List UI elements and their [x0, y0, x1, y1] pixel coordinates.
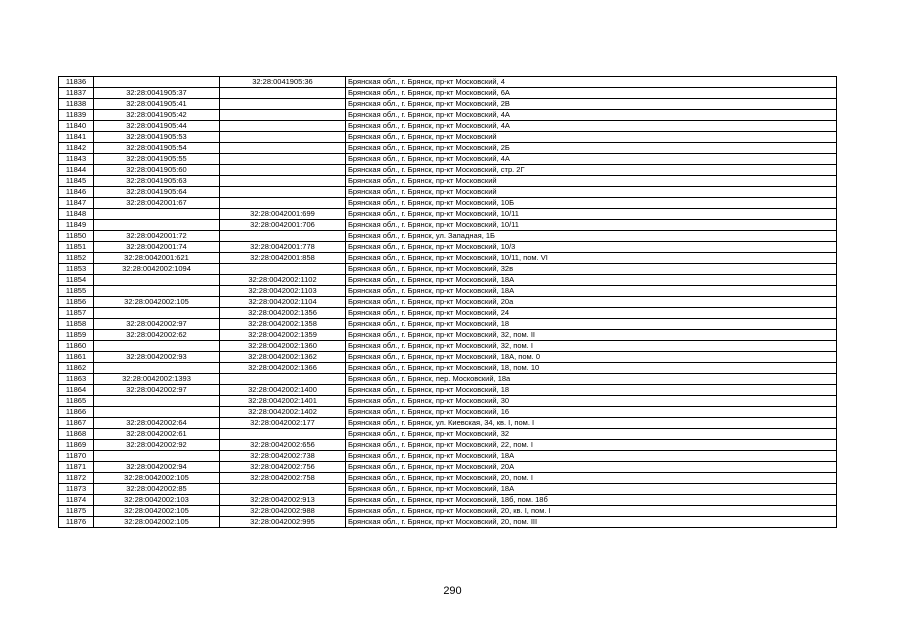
land-cadastral-number-cell: 32:28:0042001:74	[94, 242, 220, 253]
address-cell: Брянская обл., г. Брянск, пр-кт Московский, 20А	[346, 462, 837, 473]
address-cell: Брянская обл., г. Брянск, пр-кт Московский, 4А	[346, 110, 837, 121]
table-row	[59, 319, 837, 330]
table-row	[59, 418, 837, 429]
land-cadastral-number-cell: 32:28:0042002:61	[94, 429, 220, 440]
land-cadastral-number-cell: 32:28:0042002:62	[94, 330, 220, 341]
address-cell: Брянская обл., г. Брянск, пр-кт Московский, 18, пом. 10	[346, 363, 837, 374]
building-cadastral-number-cell: 32:28:0042002:738	[220, 451, 346, 462]
land-cadastral-number-cell: 32:28:0042002:97	[94, 385, 220, 396]
table-row	[59, 407, 837, 418]
table-row	[59, 99, 837, 110]
row-number-cell: 11841	[59, 132, 94, 143]
row-number-cell: 11866	[59, 407, 94, 418]
address-cell: Брянская обл., г. Брянск, пр-кт Московский, 20а	[346, 297, 837, 308]
row-number-cell: 11863	[59, 374, 94, 385]
address-cell: Брянская обл., г. Брянск, пр-кт Московский, 18А	[346, 484, 837, 495]
building-cadastral-number-cell	[220, 121, 346, 132]
address-cell: Брянская обл., г. Брянск, пр-кт Московский, 16	[346, 407, 837, 418]
building-cadastral-number-cell	[220, 143, 346, 154]
address-cell: Брянская обл., г. Брянск, пр-кт Московский, 10/11, пом. VI	[346, 253, 837, 264]
row-number-cell: 11845	[59, 176, 94, 187]
address-cell: Брянская обл., г. Брянск, пр-кт Московский	[346, 176, 837, 187]
row-number-cell: 11870	[59, 451, 94, 462]
address-cell: Брянская обл., г. Брянск, пр-кт Московский, 32, пом. I	[346, 341, 837, 352]
row-number-cell: 11864	[59, 385, 94, 396]
land-cadastral-number-cell	[94, 286, 220, 297]
row-number-cell: 11847	[59, 198, 94, 209]
address-cell: Брянская обл., г. Брянск, пр-кт Московский, 10Б	[346, 198, 837, 209]
building-cadastral-number-cell	[220, 264, 346, 275]
row-number-cell: 11854	[59, 275, 94, 286]
row-number-cell: 11868	[59, 429, 94, 440]
table-row	[59, 396, 837, 407]
building-cadastral-number-cell	[220, 88, 346, 99]
table-row	[59, 352, 837, 363]
address-cell: Брянская обл., г. Брянск, пр-кт Московский, 30	[346, 396, 837, 407]
building-cadastral-number-cell	[220, 110, 346, 121]
building-cadastral-number-cell: 32:28:0042002:1358	[220, 319, 346, 330]
row-number-cell: 11850	[59, 231, 94, 242]
building-cadastral-number-cell: 32:28:0042002:1401	[220, 396, 346, 407]
land-cadastral-number-cell	[94, 341, 220, 352]
land-cadastral-number-cell	[94, 220, 220, 231]
land-cadastral-number-cell	[94, 451, 220, 462]
building-cadastral-number-cell: 32:28:0042002:1103	[220, 286, 346, 297]
building-cadastral-number-cell	[220, 132, 346, 143]
address-cell: Брянская обл., г. Брянск, пр-кт Московский, 18	[346, 319, 837, 330]
address-cell: Брянская обл., г. Брянск, пр-кт Московский, 4А	[346, 154, 837, 165]
address-cell: Брянская обл., г. Брянск, пр-кт Московский, 20, кв. I, пом. I	[346, 506, 837, 517]
row-number-cell: 11857	[59, 308, 94, 319]
row-number-cell: 11843	[59, 154, 94, 165]
building-cadastral-number-cell	[220, 165, 346, 176]
table-row	[59, 506, 837, 517]
row-number-cell: 11867	[59, 418, 94, 429]
register-body	[59, 77, 837, 528]
land-cadastral-number-cell: 32:28:0041905:54	[94, 143, 220, 154]
address-cell: Брянская обл., г. Брянск, пр-кт Московский, 20, пом. III	[346, 517, 837, 528]
row-number-cell: 11856	[59, 297, 94, 308]
table-row	[59, 341, 837, 352]
land-cadastral-number-cell	[94, 363, 220, 374]
address-cell: Брянская обл., г. Брянск, пр-кт Московский, 32	[346, 429, 837, 440]
building-cadastral-number-cell: 32:28:0042002:656	[220, 440, 346, 451]
address-cell: Брянская обл., г. Брянск, пр-кт Московский, стр. 2Г	[346, 165, 837, 176]
land-cadastral-number-cell: 32:28:0041905:64	[94, 187, 220, 198]
land-cadastral-number-cell	[94, 407, 220, 418]
building-cadastral-number-cell: 32:28:0042002:988	[220, 506, 346, 517]
land-cadastral-number-cell: 32:28:0041905:42	[94, 110, 220, 121]
land-cadastral-number-cell: 32:28:0042002:105	[94, 297, 220, 308]
building-cadastral-number-cell: 32:28:0042002:1356	[220, 308, 346, 319]
building-cadastral-number-cell: 32:28:0042002:1102	[220, 275, 346, 286]
land-cadastral-number-cell: 32:28:0041905:55	[94, 154, 220, 165]
address-cell: Брянская обл., г. Брянск, пр-кт Московский	[346, 132, 837, 143]
table-row	[59, 220, 837, 231]
row-number-cell: 11873	[59, 484, 94, 495]
building-cadastral-number-cell	[220, 99, 346, 110]
row-number-cell: 11852	[59, 253, 94, 264]
building-cadastral-number-cell	[220, 231, 346, 242]
table-row	[59, 473, 837, 484]
address-cell: Брянская обл., г. Брянск, пр-кт Московский, 32в	[346, 264, 837, 275]
table-row	[59, 187, 837, 198]
building-cadastral-number-cell: 32:28:0042002:1362	[220, 352, 346, 363]
table-row	[59, 121, 837, 132]
building-cadastral-number-cell: 32:28:0042002:995	[220, 517, 346, 528]
building-cadastral-number-cell	[220, 429, 346, 440]
building-cadastral-number-cell: 32:28:0042002:177	[220, 418, 346, 429]
row-number-cell: 11869	[59, 440, 94, 451]
table-row	[59, 440, 837, 451]
table-row	[59, 88, 837, 99]
address-cell: Брянская обл., г. Брянск, пр-кт Московский, 18	[346, 385, 837, 396]
building-cadastral-number-cell: 32:28:0042002:913	[220, 495, 346, 506]
building-cadastral-number-cell: 32:28:0042001:858	[220, 253, 346, 264]
row-number-cell: 11860	[59, 341, 94, 352]
building-cadastral-number-cell: 32:28:0042001:699	[220, 209, 346, 220]
land-cadastral-number-cell	[94, 308, 220, 319]
row-number-cell: 11865	[59, 396, 94, 407]
land-cadastral-number-cell: 32:28:0042002:105	[94, 473, 220, 484]
row-number-cell: 11837	[59, 88, 94, 99]
row-number-cell: 11848	[59, 209, 94, 220]
land-cadastral-number-cell: 32:28:0042002:105	[94, 517, 220, 528]
address-cell: Брянская обл., г. Брянск, пр-кт Московский, 18А, пом. 0	[346, 352, 837, 363]
table-row	[59, 264, 837, 275]
table-row	[59, 517, 837, 528]
table-row	[59, 143, 837, 154]
row-number-cell: 11844	[59, 165, 94, 176]
building-cadastral-number-cell: 32:28:0042002:1366	[220, 363, 346, 374]
land-cadastral-number-cell: 32:28:0042001:621	[94, 253, 220, 264]
address-cell: Брянская обл., г. Брянск, пр-кт Московский, 18б, пом. 18б	[346, 495, 837, 506]
address-cell: Брянская обл., г. Брянск, пр-кт Московский, 4	[346, 77, 837, 88]
table-row	[59, 429, 837, 440]
address-cell: Брянская обл., г. Брянск, пр-кт Московский, 10/11	[346, 209, 837, 220]
building-cadastral-number-cell: 32:28:0042002:758	[220, 473, 346, 484]
row-number-cell: 11855	[59, 286, 94, 297]
row-number-cell: 11862	[59, 363, 94, 374]
address-cell: Брянская обл., г. Брянск, пр-кт Московский, 2Б	[346, 143, 837, 154]
table-row	[59, 165, 837, 176]
table-row	[59, 242, 837, 253]
building-cadastral-number-cell: 32:28:0042001:778	[220, 242, 346, 253]
building-cadastral-number-cell: 32:28:0042002:1400	[220, 385, 346, 396]
table-row	[59, 209, 837, 220]
table-row	[59, 385, 837, 396]
land-cadastral-number-cell: 32:28:0041905:37	[94, 88, 220, 99]
row-number-cell: 11876	[59, 517, 94, 528]
building-cadastral-number-cell	[220, 198, 346, 209]
land-cadastral-number-cell: 32:28:0041905:41	[94, 99, 220, 110]
building-cadastral-number-cell: 32:28:0042002:1104	[220, 297, 346, 308]
table-row	[59, 330, 837, 341]
table-row	[59, 176, 837, 187]
page-number: 290	[443, 585, 462, 597]
address-cell: Брянская обл., г. Брянск, пр-кт Московский, 24	[346, 308, 837, 319]
land-cadastral-number-cell	[94, 275, 220, 286]
land-cadastral-number-cell: 32:28:0042002:103	[94, 495, 220, 506]
row-number-cell: 11849	[59, 220, 94, 231]
building-cadastral-number-cell: 32:28:0042002:1359	[220, 330, 346, 341]
land-cadastral-number-cell: 32:28:0042002:105	[94, 506, 220, 517]
land-cadastral-number-cell: 32:28:0042002:97	[94, 319, 220, 330]
land-cadastral-number-cell: 32:28:0042001:67	[94, 198, 220, 209]
table-row	[59, 253, 837, 264]
land-cadastral-number-cell: 32:28:0041905:53	[94, 132, 220, 143]
address-cell: Брянская обл., г. Брянск, пр-кт Московский, 32, пом. II	[346, 330, 837, 341]
row-number-cell: 11840	[59, 121, 94, 132]
land-cadastral-number-cell	[94, 209, 220, 220]
table-row	[59, 132, 837, 143]
land-cadastral-number-cell: 32:28:0042002:1393	[94, 374, 220, 385]
building-cadastral-number-cell	[220, 154, 346, 165]
table-row	[59, 462, 837, 473]
building-cadastral-number-cell: 32:28:0042001:706	[220, 220, 346, 231]
land-cadastral-number-cell: 32:28:0042002:85	[94, 484, 220, 495]
row-number-cell: 11839	[59, 110, 94, 121]
table-row	[59, 231, 837, 242]
row-number-cell: 11874	[59, 495, 94, 506]
table-row	[59, 363, 837, 374]
row-number-cell: 11858	[59, 319, 94, 330]
row-number-cell: 11853	[59, 264, 94, 275]
table-row	[59, 275, 837, 286]
address-cell: Брянская обл., г. Брянск, ул. Киевская, 34, кв. I, пом. I	[346, 418, 837, 429]
address-cell: Брянская обл., г. Брянск, пр-кт Московский, 20, пом. I	[346, 473, 837, 484]
row-number-cell: 11842	[59, 143, 94, 154]
address-cell: Брянская обл., г. Брянск, пр-кт Московский, 22, пом. I	[346, 440, 837, 451]
row-number-cell: 11838	[59, 99, 94, 110]
table-row	[59, 198, 837, 209]
land-cadastral-number-cell	[94, 396, 220, 407]
row-number-cell: 11861	[59, 352, 94, 363]
building-cadastral-number-cell	[220, 187, 346, 198]
row-number-cell: 11851	[59, 242, 94, 253]
address-cell: Брянская обл., г. Брянск, пр-кт Московский, 4А	[346, 121, 837, 132]
table-row	[59, 495, 837, 506]
row-number-cell: 11859	[59, 330, 94, 341]
land-cadastral-number-cell: 32:28:0042002:1094	[94, 264, 220, 275]
building-cadastral-number-cell: 32:28:0042002:1402	[220, 407, 346, 418]
cadastral-register-table	[58, 76, 837, 528]
address-cell: Брянская обл., г. Брянск, ул. Западная, 1Б	[346, 231, 837, 242]
row-number-cell: 11872	[59, 473, 94, 484]
land-cadastral-number-cell: 32:28:0041905:60	[94, 165, 220, 176]
address-cell: Брянская обл., г. Брянск, пр-кт Московский, 18А	[346, 275, 837, 286]
land-cadastral-number-cell	[94, 77, 220, 88]
address-cell: Брянская обл., г. Брянск, пр-кт Московский, 18А	[346, 451, 837, 462]
land-cadastral-number-cell: 32:28:0042002:93	[94, 352, 220, 363]
table-row	[59, 77, 837, 88]
building-cadastral-number-cell: 32:28:0041905:36	[220, 77, 346, 88]
land-cadastral-number-cell: 32:28:0041905:44	[94, 121, 220, 132]
building-cadastral-number-cell	[220, 484, 346, 495]
table-row	[59, 374, 837, 385]
land-cadastral-number-cell: 32:28:0042002:64	[94, 418, 220, 429]
building-cadastral-number-cell: 32:28:0042002:1360	[220, 341, 346, 352]
table-row	[59, 110, 837, 121]
land-cadastral-number-cell: 32:28:0042002:94	[94, 462, 220, 473]
table-row	[59, 308, 837, 319]
row-number-cell: 11871	[59, 462, 94, 473]
land-cadastral-number-cell: 32:28:0041905:63	[94, 176, 220, 187]
building-cadastral-number-cell	[220, 176, 346, 187]
address-cell: Брянская обл., г. Брянск, пр-кт Московский, 6А	[346, 88, 837, 99]
row-number-cell: 11875	[59, 506, 94, 517]
address-cell: Брянская обл., г. Брянск, пр-кт Московский, 2В	[346, 99, 837, 110]
address-cell: Брянская обл., г. Брянск, пр-кт Московский, 10/3	[346, 242, 837, 253]
table-row	[59, 484, 837, 495]
table-row	[59, 286, 837, 297]
land-cadastral-number-cell: 32:28:0042002:92	[94, 440, 220, 451]
building-cadastral-number-cell: 32:28:0042002:756	[220, 462, 346, 473]
table-row	[59, 154, 837, 165]
table-row	[59, 297, 837, 308]
row-number-cell: 11836	[59, 77, 94, 88]
row-number-cell: 11846	[59, 187, 94, 198]
address-cell: Брянская обл., г. Брянск, пер. Московский, 18а	[346, 374, 837, 385]
address-cell: Брянская обл., г. Брянск, пр-кт Московский	[346, 187, 837, 198]
land-cadastral-number-cell: 32:28:0042001:72	[94, 231, 220, 242]
building-cadastral-number-cell	[220, 374, 346, 385]
address-cell: Брянская обл., г. Брянск, пр-кт Московский, 18А	[346, 286, 837, 297]
table-row	[59, 451, 837, 462]
address-cell: Брянская обл., г. Брянск, пр-кт Московский, 10/11	[346, 220, 837, 231]
